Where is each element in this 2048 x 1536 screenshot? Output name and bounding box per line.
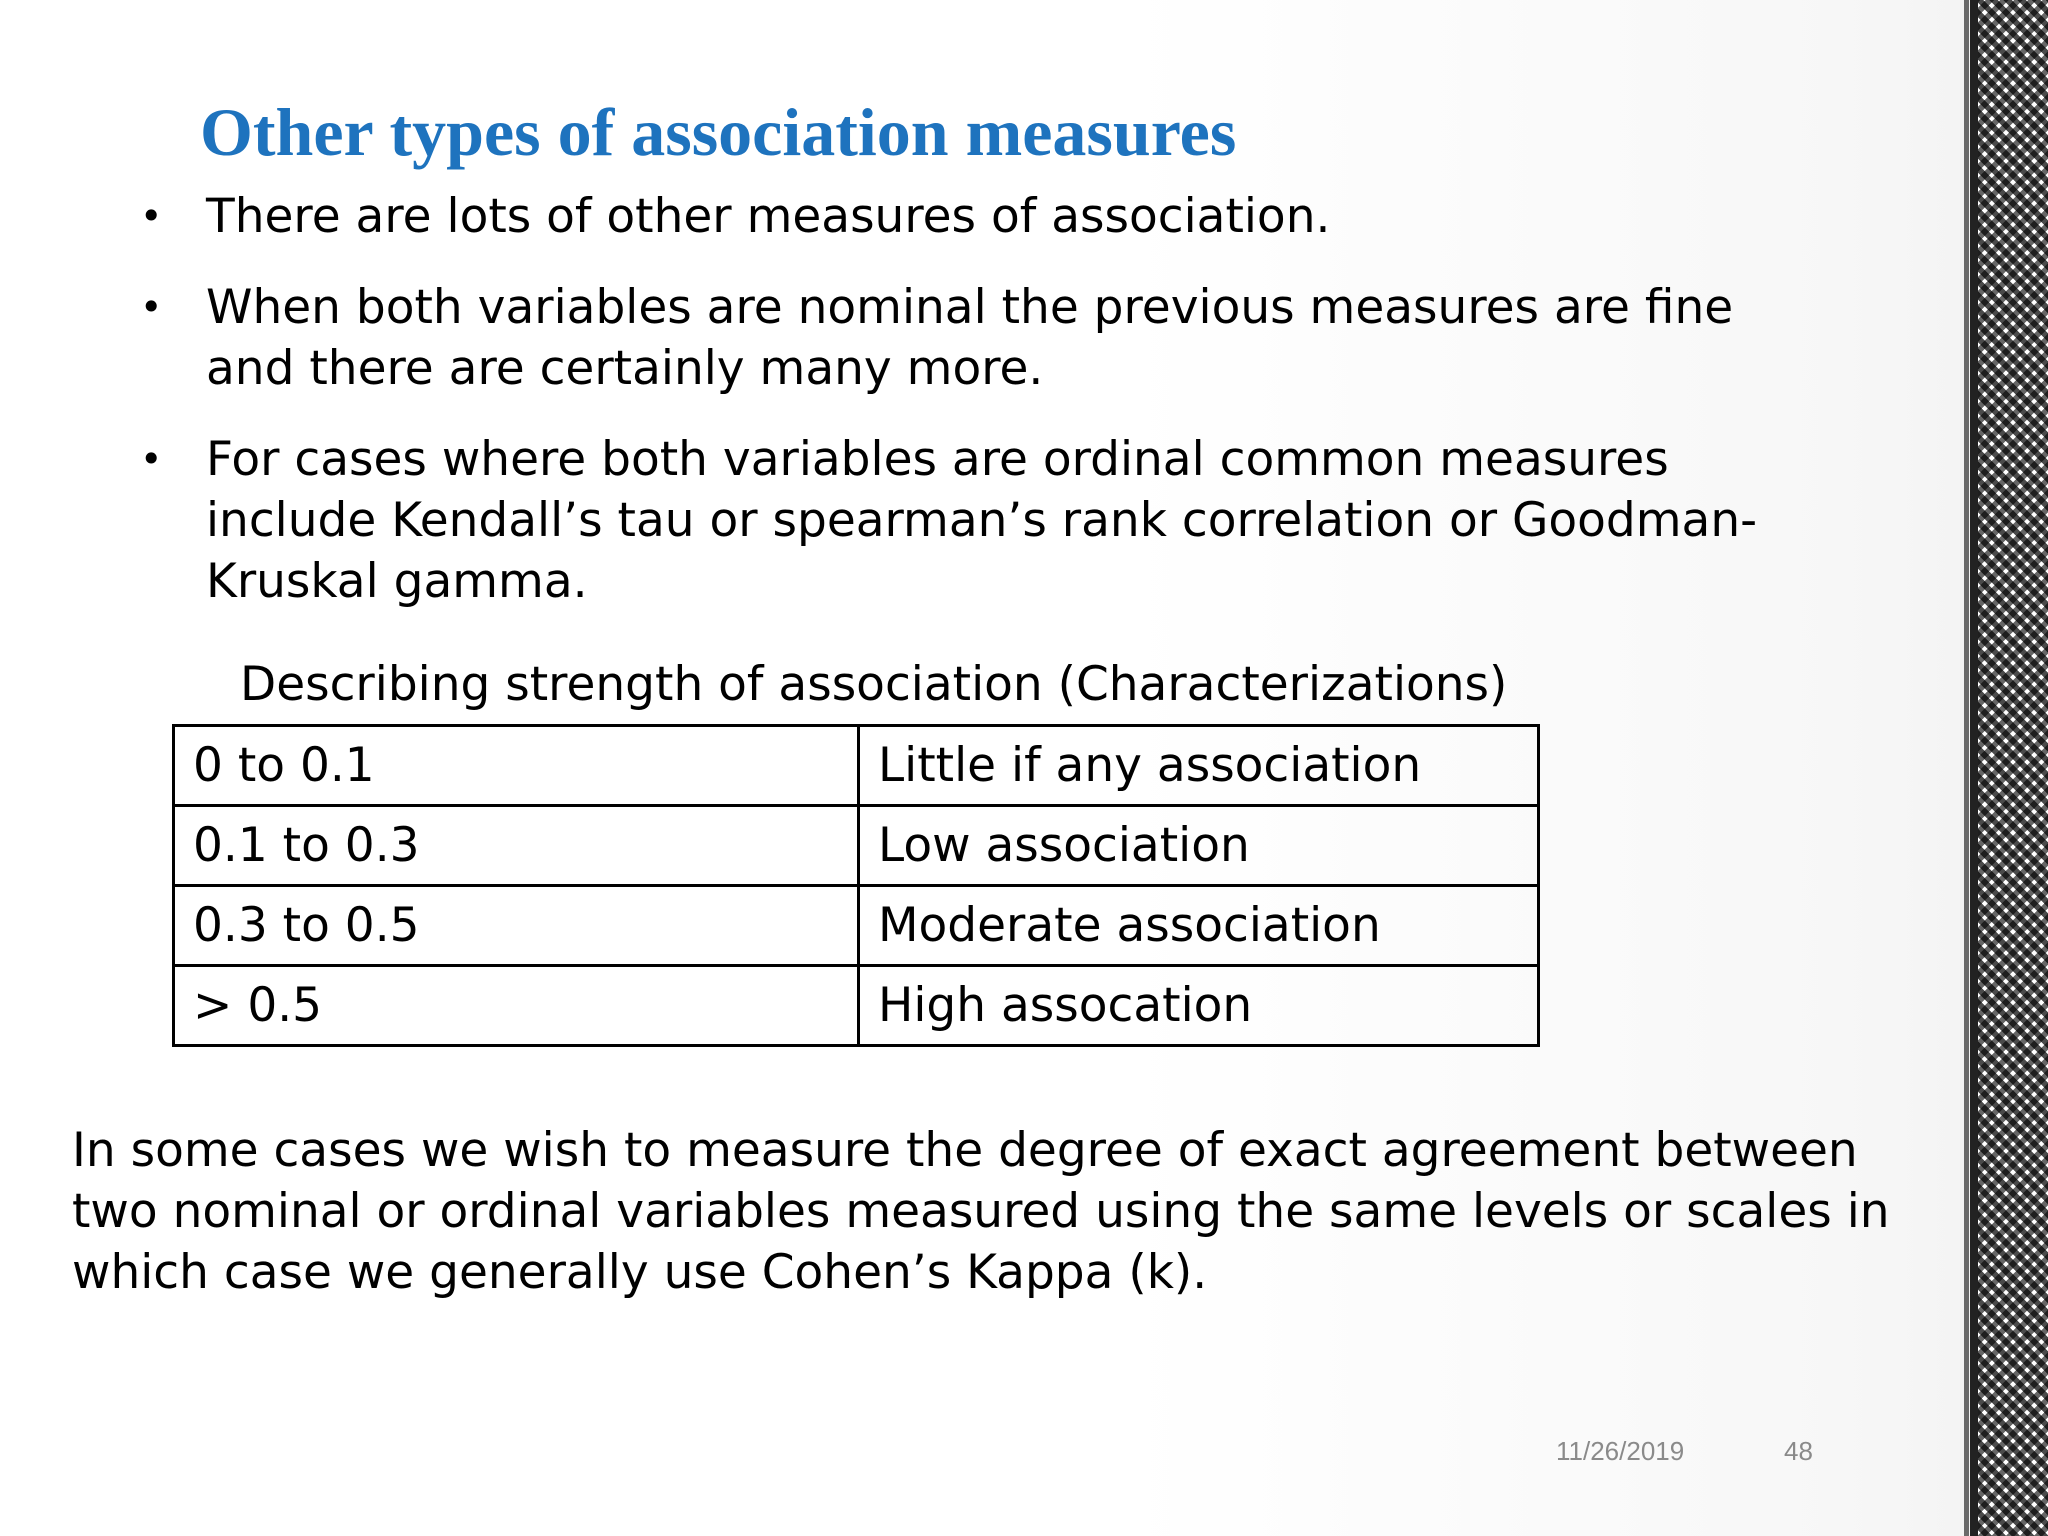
bullet-text: There are lots of other measures of association.	[206, 189, 1331, 244]
bullet-dot-icon: •	[140, 437, 163, 481]
range-cell: 0 to 0.1	[174, 726, 859, 806]
label-cell: Low association	[859, 806, 1539, 886]
range-cell: > 0.5	[174, 966, 859, 1046]
range-cell: 0.1 to 0.3	[174, 806, 859, 886]
label-cell: High assocation	[859, 966, 1539, 1046]
table-row	[174, 806, 1539, 886]
association-strength-table	[172, 724, 1540, 1047]
closing-paragraph: In some cases we wish to measure the degree of exact agreement between two nominal or ordinal variables measured using the same levels or scales in which case we generally use Cohen’s Kappa (k).	[72, 1123, 1890, 1300]
slide-title: Other types of association measures	[200, 94, 1237, 170]
slide-date: 11/26/2019	[1556, 1436, 1685, 1466]
bullet-text: For cases where both variables are ordinal common measures include Kendall’s tau or spearman’s rank correlation or Goodman-Kruskal gamma.	[206, 432, 1758, 609]
bullet-list	[140, 186, 1760, 642]
table-row	[174, 966, 1539, 1046]
table-row	[174, 886, 1539, 966]
bullet-item	[140, 277, 1760, 399]
bullet-text: When both variables are nominal the previous measures are fine and there are certainly many more.	[206, 280, 1734, 396]
label-cell: Little if any association	[859, 726, 1539, 806]
bullet-item	[140, 186, 1760, 247]
range-cell: 0.3 to 0.5	[174, 886, 859, 966]
bullet-item	[140, 429, 1760, 612]
slide-page-number: 48	[1784, 1436, 1813, 1466]
label-cell: Moderate association	[859, 886, 1539, 966]
bullet-dot-icon: •	[140, 194, 163, 238]
table-caption: Describing strength of association (Characterizations)	[240, 657, 1508, 712]
bullet-dot-icon: •	[140, 285, 163, 329]
decorative-side-band	[1978, 0, 2048, 1536]
table-row	[174, 726, 1539, 806]
